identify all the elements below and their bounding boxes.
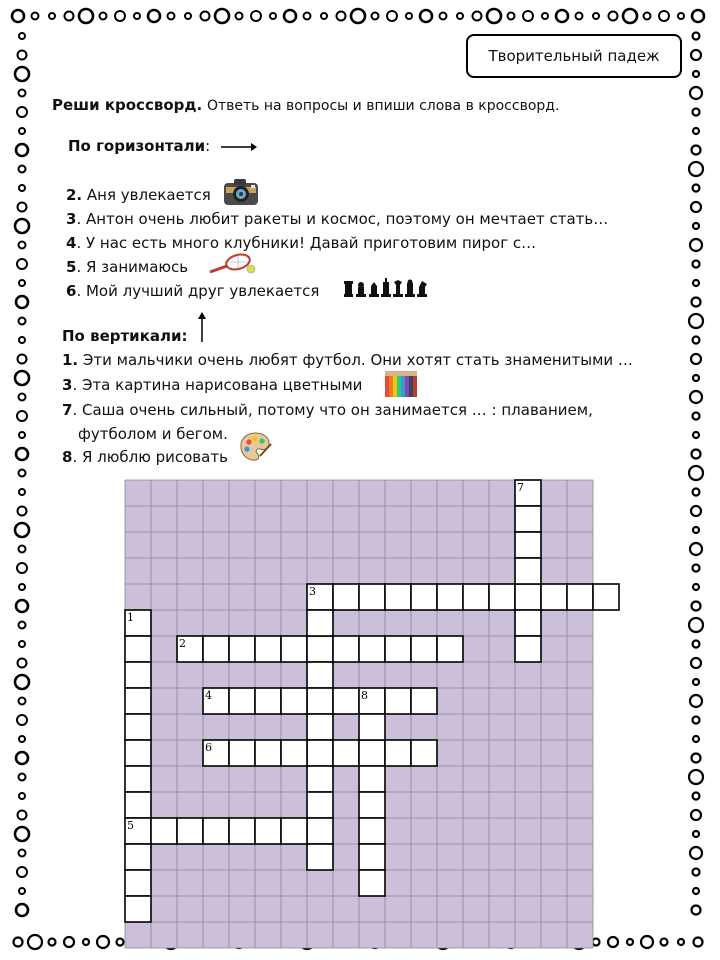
crossword-cell[interactable]: [125, 740, 151, 766]
crossword-cell[interactable]: [177, 818, 203, 844]
clue-number: 7: [62, 401, 73, 419]
clue-number-7: 7: [517, 481, 524, 494]
clue-number-4: 4: [205, 689, 212, 702]
crossword-cell[interactable]: [437, 636, 463, 662]
clue-text: . Эта картина нарисована цветными: [72, 376, 363, 394]
clue-number: 8: [62, 448, 73, 466]
clue-text: . Я люблю рисовать: [72, 448, 228, 466]
crossword-cell[interactable]: [307, 740, 333, 766]
crossword-cell[interactable]: [255, 818, 281, 844]
crossword-cell[interactable]: [229, 818, 255, 844]
crossword-cell[interactable]: [203, 818, 229, 844]
crossword-cell[interactable]: [151, 818, 177, 844]
clue-number: 3: [66, 210, 77, 228]
crossword-cell[interactable]: [333, 636, 359, 662]
clue-number-6: 6: [205, 741, 212, 754]
crossword-cell[interactable]: [359, 584, 385, 610]
crossword-cell[interactable]: [307, 610, 333, 636]
crossword-cell[interactable]: [359, 818, 385, 844]
crossword-cell[interactable]: [359, 714, 385, 740]
clue-text: футболом и бегом.: [78, 425, 228, 443]
clue-text: . Я занимаюсь: [76, 258, 189, 276]
crossword-cell[interactable]: [541, 584, 567, 610]
crossword-cell[interactable]: [307, 766, 333, 792]
crossword-cell[interactable]: [359, 792, 385, 818]
crossword-cell[interactable]: [255, 688, 281, 714]
crossword-cell[interactable]: [411, 740, 437, 766]
crossword-cell[interactable]: [385, 584, 411, 610]
crossword-cell[interactable]: [359, 636, 385, 662]
crossword-cell[interactable]: [385, 740, 411, 766]
clue-text: Аня увлекается: [86, 186, 211, 204]
crossword-cell[interactable]: [125, 636, 151, 662]
crossword-cell[interactable]: [229, 636, 255, 662]
crossword-cell[interactable]: [229, 688, 255, 714]
clue-number-1: 1: [127, 611, 134, 624]
across-heading-text: По горизонтали: [68, 137, 206, 155]
clue-number: 6: [66, 282, 77, 300]
clue-number-2: 2: [179, 637, 186, 650]
crossword-cell[interactable]: [281, 636, 307, 662]
crossword-cell[interactable]: [307, 714, 333, 740]
clue-text: Эти мальчики очень любят футбол. Они хотят стать знаменитыми …: [82, 351, 633, 369]
crossword-cell[interactable]: [281, 740, 307, 766]
clue-number-3: 3: [309, 585, 316, 598]
topic-badge: Творительный падеж: [466, 34, 682, 78]
crossword-cell[interactable]: [359, 740, 385, 766]
crossword-cell[interactable]: [307, 818, 333, 844]
crossword-cell[interactable]: [203, 636, 229, 662]
crossword-cell[interactable]: [359, 844, 385, 870]
instruction-text: Ответь на вопросы и впиши слова в кроссворд.: [206, 98, 560, 114]
crossword-cell[interactable]: [385, 688, 411, 714]
crossword-cell[interactable]: [593, 584, 619, 610]
crossword-cell[interactable]: [411, 636, 437, 662]
crossword-cell[interactable]: [359, 870, 385, 896]
clue-text: . Саша очень сильный, потому что он занимается … : плаванием,: [72, 401, 593, 419]
crossword-cell[interactable]: [411, 584, 437, 610]
crossword-cell[interactable]: [515, 610, 541, 636]
crossword-cell[interactable]: [515, 558, 541, 584]
crossword-cell[interactable]: [281, 818, 307, 844]
down-heading-text: По вертикали:: [62, 327, 188, 345]
crossword-cell[interactable]: [333, 740, 359, 766]
crossword-cell[interactable]: [515, 532, 541, 558]
clue-number-5: 5: [127, 819, 134, 832]
crossword-cell[interactable]: [125, 766, 151, 792]
crossword-cell[interactable]: [125, 844, 151, 870]
crossword-cell[interactable]: [307, 688, 333, 714]
crossword-cell[interactable]: [359, 766, 385, 792]
crossword-cell[interactable]: [229, 740, 255, 766]
crossword-cell[interactable]: [255, 740, 281, 766]
crossword-cell[interactable]: [125, 792, 151, 818]
crossword-cell[interactable]: [385, 636, 411, 662]
crossword-cell[interactable]: [333, 688, 359, 714]
crossword-cell[interactable]: [463, 584, 489, 610]
crossword-cell[interactable]: [567, 584, 593, 610]
crossword-cell[interactable]: [307, 844, 333, 870]
clue-number: 1.: [62, 351, 79, 369]
clue-number: 2.: [66, 186, 83, 204]
crossword-cell[interactable]: [125, 714, 151, 740]
crossword-cell[interactable]: [125, 662, 151, 688]
crossword-cell[interactable]: [125, 688, 151, 714]
crossword-cell[interactable]: [411, 688, 437, 714]
crossword-cell[interactable]: [515, 584, 541, 610]
clue-text: . У нас есть много клубники! Давай приготовим пирог с…: [76, 234, 537, 252]
crossword-cell[interactable]: [307, 636, 333, 662]
clue-number-8: 8: [361, 689, 368, 702]
crossword-cell[interactable]: [255, 636, 281, 662]
clue-number: 5: [66, 258, 77, 276]
crossword-cell[interactable]: [281, 688, 307, 714]
across-heading: По горизонтали:: [68, 136, 257, 156]
instruction-bold: Реши кроссворд.: [52, 96, 203, 114]
crossword-cell[interactable]: [437, 584, 463, 610]
crossword-cell[interactable]: [307, 662, 333, 688]
crossword-cell[interactable]: [125, 870, 151, 896]
crossword-cell[interactable]: [515, 506, 541, 532]
clue-text: . Мой лучший друг увлекается: [76, 282, 320, 300]
crossword-cell[interactable]: [489, 584, 515, 610]
crossword-cell[interactable]: [125, 896, 151, 922]
clue-number: 3: [62, 376, 73, 394]
crossword-cell[interactable]: [333, 584, 359, 610]
clue-text: . Антон очень любит ракеты и космос, поэтому он мечтает стать…: [76, 210, 609, 228]
crossword-cell[interactable]: [307, 792, 333, 818]
crossword-cell[interactable]: [515, 636, 541, 662]
clue-number: 4: [66, 234, 77, 252]
